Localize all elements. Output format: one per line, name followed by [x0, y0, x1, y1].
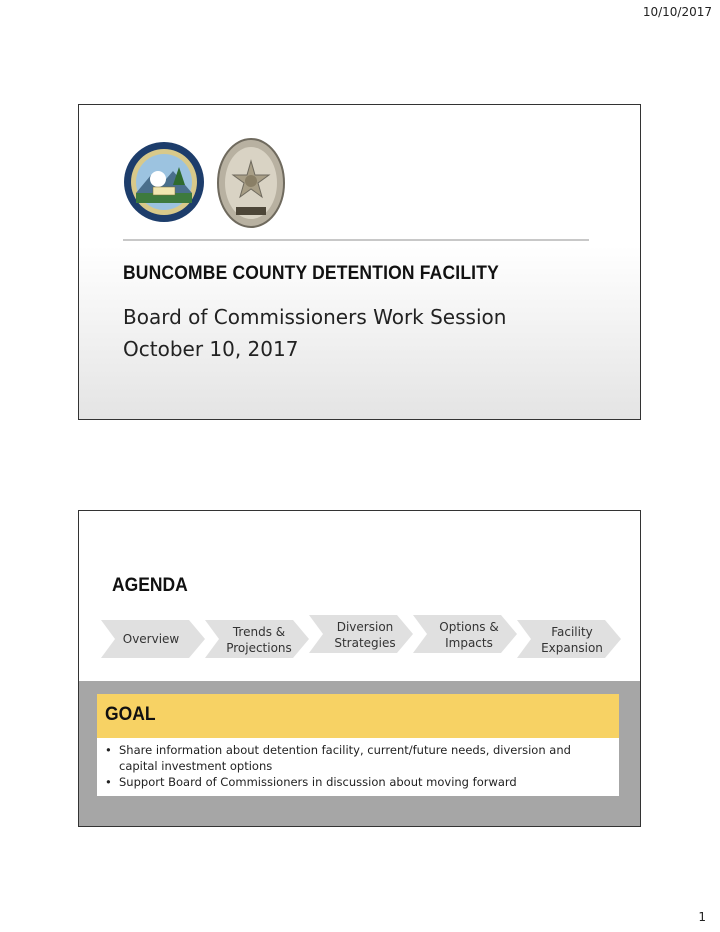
agenda-step-2 — [205, 620, 309, 658]
agenda-step-4 — [413, 615, 517, 653]
agenda-step-4-label-1: Options & — [439, 620, 499, 634]
agenda-step-2-label-1: Trends & — [232, 625, 286, 639]
agenda-step-1-label: Overview — [122, 632, 180, 646]
agenda-step-5-label-2: Expansion — [541, 641, 603, 655]
agenda-step-5 — [517, 620, 621, 658]
goal-bullet-list — [105, 742, 611, 790]
goal-panel — [79, 681, 640, 826]
county-seal-logo — [123, 141, 205, 223]
goal-header-bar — [97, 694, 619, 738]
agenda-step-2-label-2: Projections — [226, 641, 292, 655]
page-number: 1 — [698, 910, 706, 924]
agenda-title: AGENDA — [112, 575, 188, 596]
slide-subtitle — [123, 301, 506, 365]
agenda-chevron-flow — [101, 615, 631, 663]
goal-bullet-1: • Share information about detention facility, current/future needs, diversion and capital investment options — [105, 742, 611, 774]
goal-title: GOAL — [105, 704, 156, 725]
agenda-slide — [78, 510, 641, 827]
goal-content — [97, 738, 619, 796]
title-slide — [78, 104, 641, 420]
agenda-step-3-label-2: Strategies — [334, 636, 396, 650]
page-date: 10/10/2017 — [642, 5, 712, 19]
subtitle-line-1: Board of Commissioners Work Session — [123, 305, 507, 329]
agenda-step-3 — [309, 615, 413, 653]
agenda-step-1 — [101, 620, 205, 658]
slide-title: BUNCOMBE COUNTY DETENTION FACILITY — [123, 263, 499, 284]
title-divider — [123, 239, 589, 241]
agenda-step-5-label-1: Facility — [551, 625, 593, 639]
subtitle-line-2: October 10, 2017 — [123, 337, 299, 361]
sheriff-badge-logo — [216, 137, 286, 229]
agenda-step-4-label-2: Impacts — [445, 636, 493, 650]
goal-bullet-2: • Support Board of Commissioners in discussion about moving forward — [105, 774, 611, 790]
agenda-step-3-label-1: Diversion — [336, 620, 394, 634]
